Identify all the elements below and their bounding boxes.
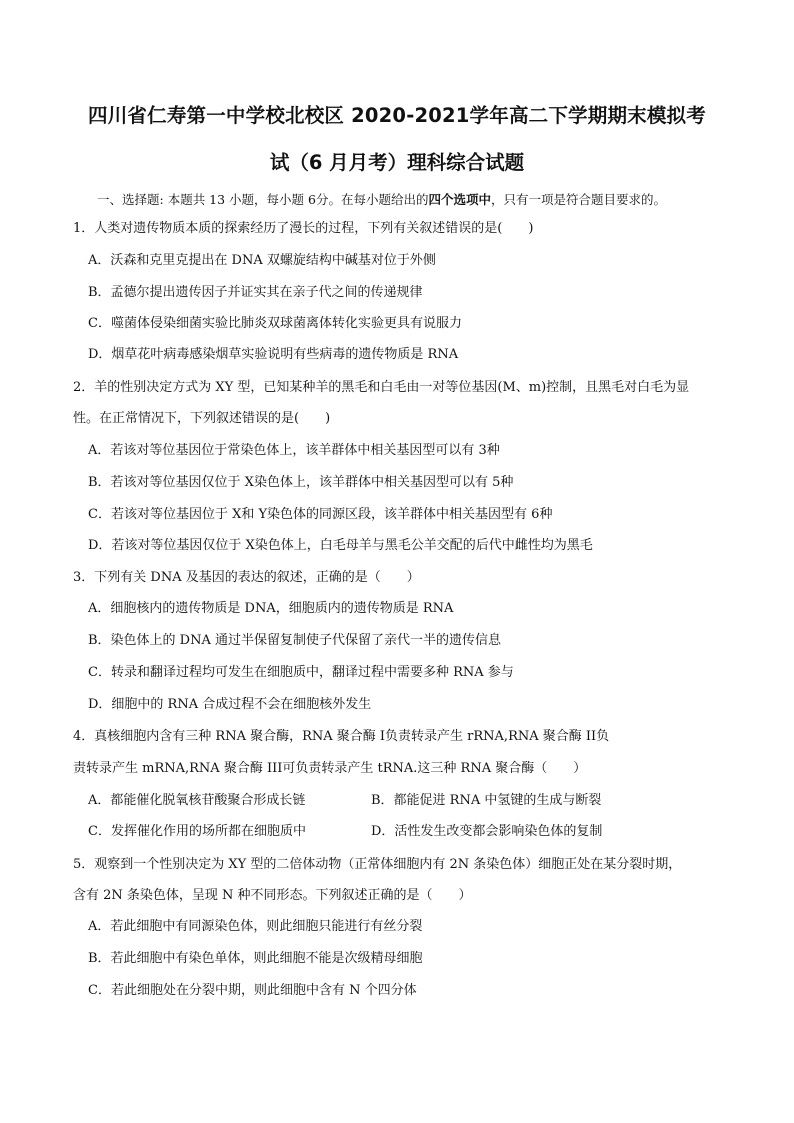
question-4-stem-line1: 4．真核细胞内含有三种 RNA 聚合酶，RNA 聚合酶 I负责转录产生 rRNA,RNA 聚合酶 II负 (73, 729, 610, 744)
question-2-option-b: B．若该对等位基因仅位于 X染色体上，该羊群体中相关基因型可以有 5种 (88, 475, 514, 490)
question-5-option-b: B．若此细胞中有染色单体，则此细胞不能是次级精母细胞 (88, 951, 423, 966)
section-text-bold: 四个选项中 (428, 192, 491, 207)
section-text-pre: : 本题共 13 小题，每小题 6分。在每小题给出的 (159, 192, 429, 207)
question-1-stem: 1．人类对遗传物质本质的探索经历了漫长的过程，下列有关叙述错误的是( ) (73, 221, 534, 236)
question-2-option-d: D．若该对等位基因仅位于 X染色体上，白毛母羊与黑毛公羊交配的后代中雌性均为黑毛 (88, 538, 593, 553)
question-5-stem-line1: 5．观察到一个性别决定为 XY 型的二倍体动物（正常体细胞内有 2N 条染色体）细胞正处在某分裂时期， (73, 857, 682, 872)
exam-title-line2: 试（6 月月考）理科综合试题 (269, 151, 525, 174)
question-1-option-b: B．孟德尔提出遗传因子并证实其在亲子代之间的传递规律 (88, 285, 423, 300)
question-4-option-b: B．都能促进 RNA 中氢键的生成与断裂 (371, 793, 602, 808)
question-2-option-c: C．若该对等位基因位于 X和 Y染色体的同源区段，该羊群体中相关基因型有 6种 (88, 507, 553, 522)
question-4-option-d: D．活性发生改变都会影响染色体的复制 (371, 824, 603, 839)
question-1-option-d: D．烟草花叶病毒感染烟草实验说明有些病毒的遗传物质是 RNA (88, 347, 459, 362)
exam-title-line1: 四川省仁寿第一中学校北校区 2020-2021学年高二下学期期末模拟考 (88, 104, 706, 127)
section-label: 一、选择题 (97, 192, 160, 207)
question-3-stem: 3．下列有关 DNA 及基因的表达的叙述，正确的是（ ） (73, 570, 420, 585)
question-3-option-d: D．细胞中的 RNA 合成过程不会在细胞核外发生 (88, 697, 372, 712)
question-5-option-a: A．若此细胞中有同源染色体，则此细胞只能进行有丝分裂 (88, 919, 423, 934)
question-4-stem-line2: 责转录产生 mRNA,RNA 聚合酶 III可负责转录产生 tRNA.这三种 RNA 聚合酶（ ） (73, 761, 587, 776)
question-1-option-c: C．噬菌体侵染细菌实验比肺炎双球菌离体转化实验更具有说服力 (88, 316, 462, 331)
question-5-stem-line2: 含有 2N 条染色体，呈现 N 种不同形态。下列叙述正确的是（ ） (73, 888, 472, 903)
question-4-option-a: A．都能催化脱氧核苷酸聚合形成长链 (88, 793, 306, 808)
section-instructions (97, 190, 666, 208)
question-2-option-a: A．若该对等位基因位于常染色体上，该羊群体中相关基因型可以有 3种 (88, 443, 500, 458)
section-text-post: ，只有一项是符合题目要求的。 (491, 192, 667, 207)
question-1-option-a: A．沃森和克里克提出在 DNA 双螺旋结构中碱基对位于外侧 (88, 253, 436, 268)
question-5-option-c: C．若此细胞处在分裂中期，则此细胞中含有 N 个四分体 (88, 983, 417, 998)
question-3-option-b: B．染色体上的 DNA 通过半保留复制使子代保留了亲代一半的遗传信息 (88, 633, 502, 648)
question-2-stem-line2: 性。在正常情况下，下列叙述错误的是( ) (73, 411, 331, 426)
question-3-option-a: A．细胞核内的遗传物质是 DNA，细胞质内的遗传物质是 RNA (88, 601, 454, 616)
question-4-option-c: C．发挥催化作用的场所都在细胞质中 (88, 824, 306, 839)
question-2-stem-line1: 2．羊的性别决定方式为 XY 型，已知某种羊的黑毛和白毛由一对等位基因(M、m)控制，且黑毛对白毛为显 (73, 380, 690, 395)
question-3-option-c: C．转录和翻译过程均可发生在细胞质中，翻译过程中需要多种 RNA 参与 (88, 665, 514, 680)
